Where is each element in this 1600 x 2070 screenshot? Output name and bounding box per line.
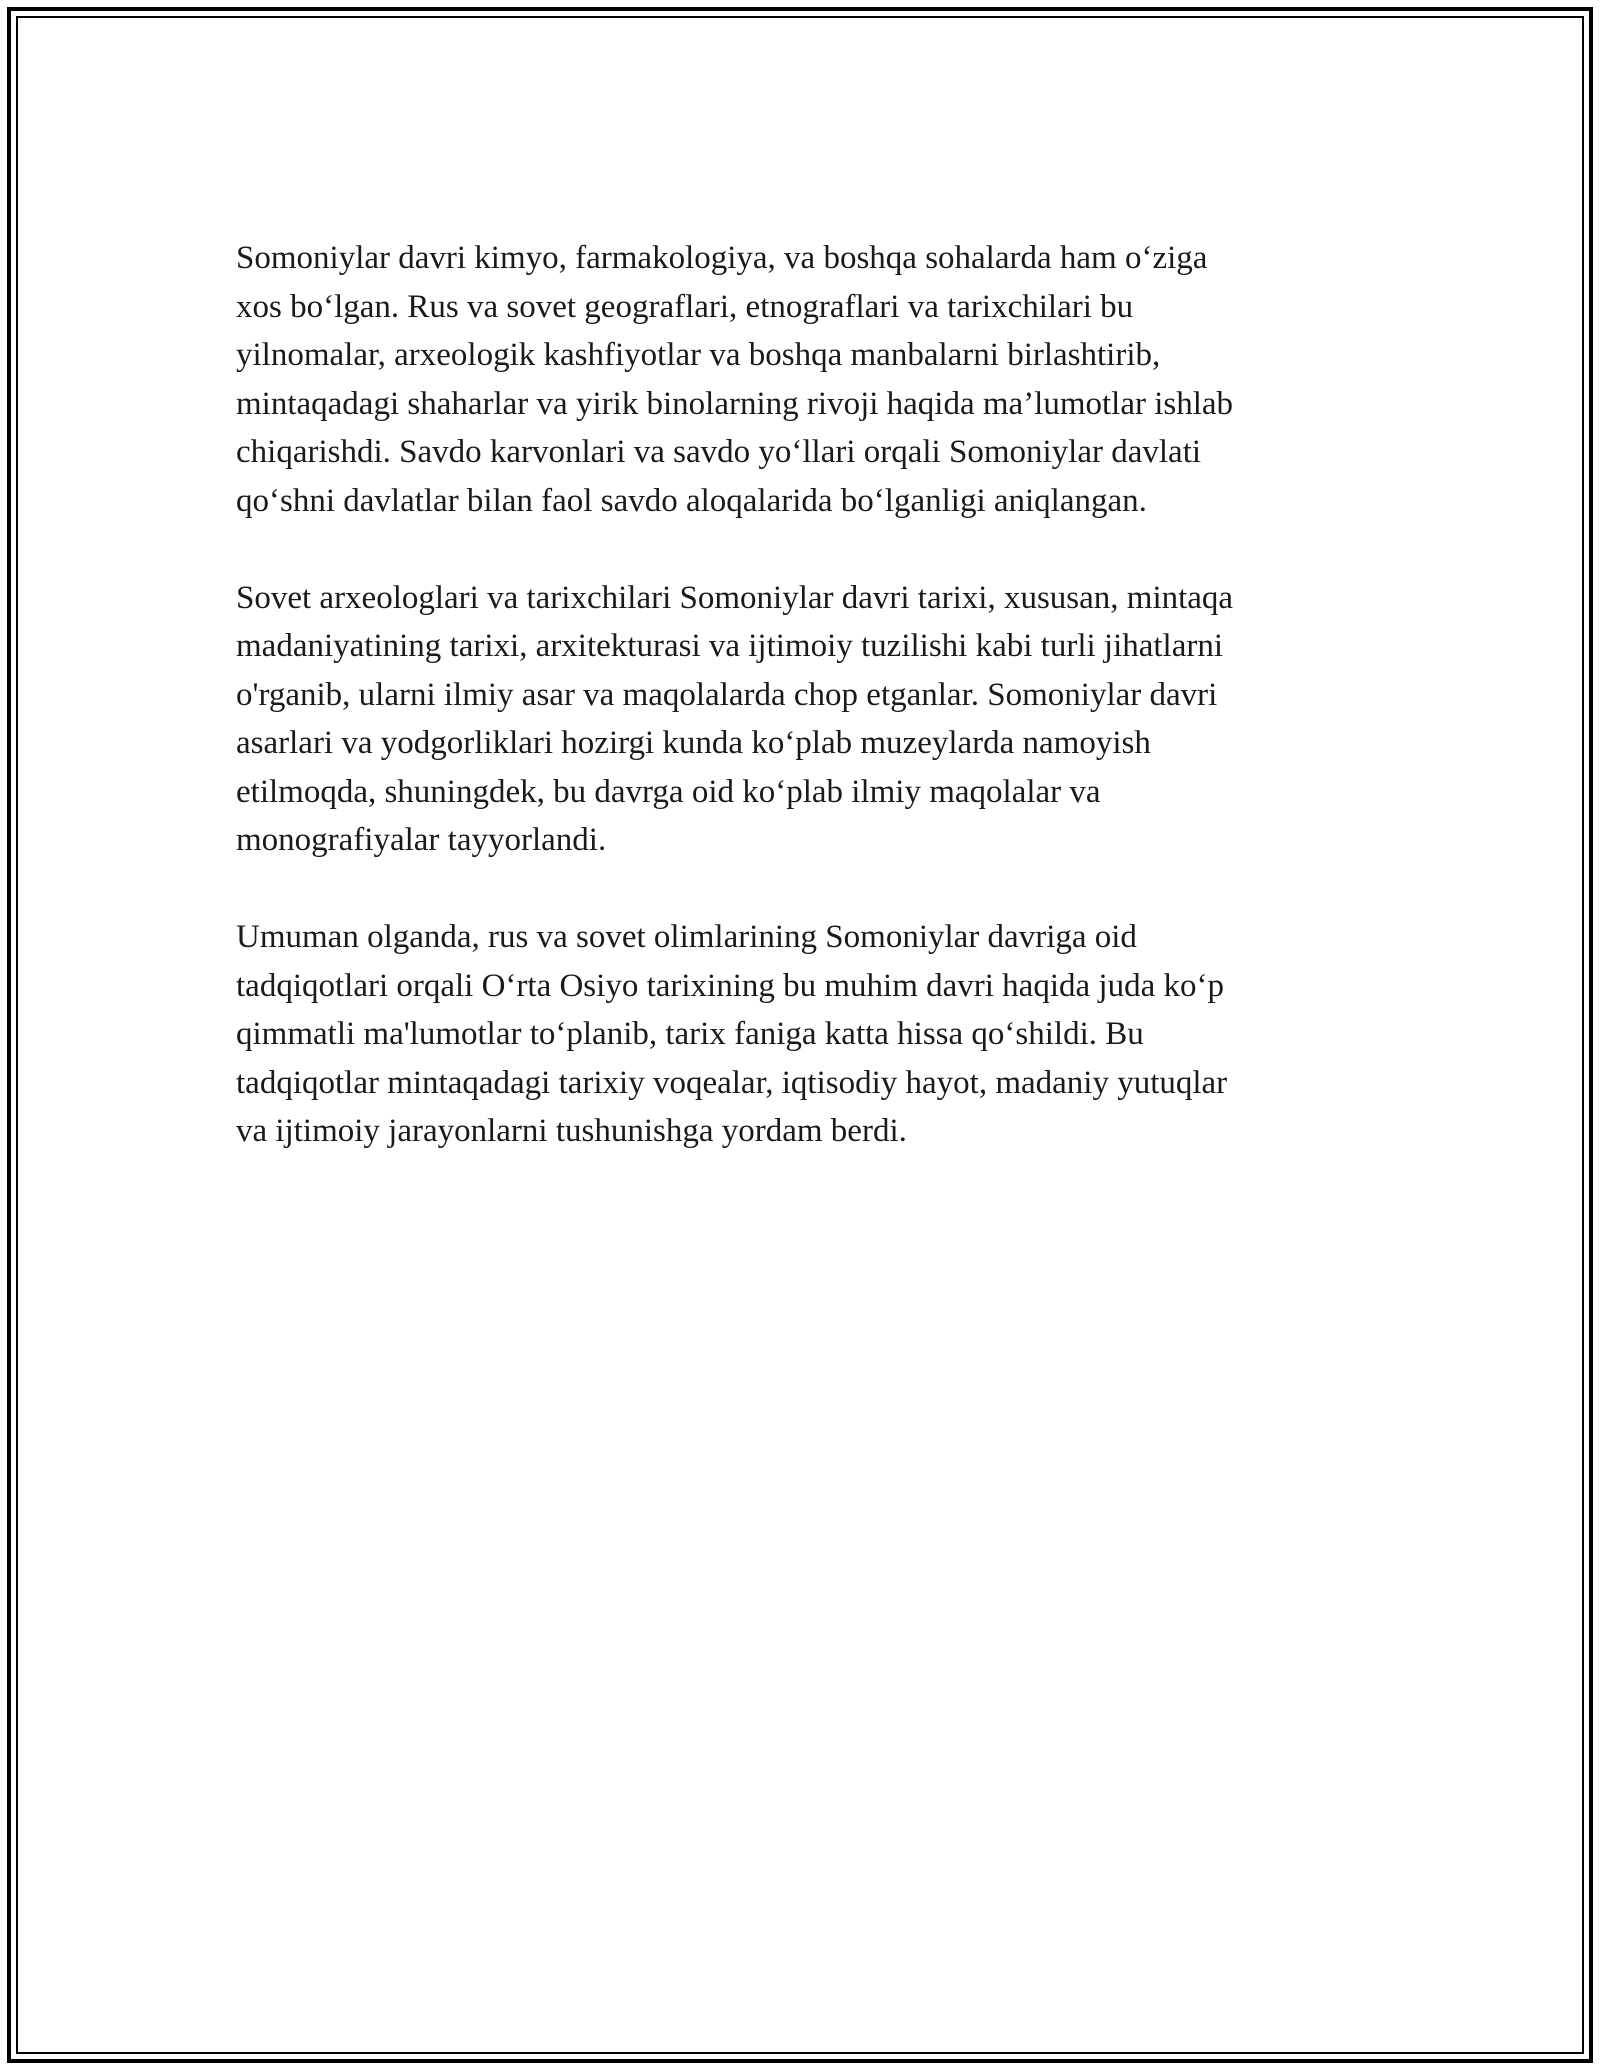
text-line: mintaqadagi shaharlar va yirik binolarning rivoji haqida ma’lumotlar ishlab (236, 385, 1234, 422)
text-line: qo‘shni davlatlar bilan faol savdo aloqalarida bo‘lganligi aniqlangan. (236, 482, 1147, 519)
text-line: monografiyalar tayyorlandi. (236, 822, 607, 858)
text-line: tadqiqotlar mintaqadagi tarixiy voqealar, iqtisodiy hayot, madaniy yutuqlar (236, 1064, 1228, 1101)
text-line: qimmatli ma'lumotlar to‘planib, tarix faniga katta hissa qo‘shildi. Bu (236, 1016, 1144, 1052)
paragraph (236, 574, 1356, 865)
text-line: Somoniylar davri kimyo, farmakologiya, va boshqa sohalarda ham o‘ziga (236, 240, 1208, 276)
text-line: yilnomalar, arxeologik kashfiyotlar va boshqa manbalarni birlashtirib, (236, 337, 1161, 373)
text-line: o'rganib, ularni ilmiy asar va maqolalarda chop etganlar. Somoniylar davri (236, 676, 1218, 713)
paragraph (236, 913, 1356, 1156)
document-body (236, 234, 1356, 1204)
text-line: Sovet arxeologlari va tarixchilari Somoniylar davri tarixi, xususan, mintaqa (236, 579, 1234, 616)
text-line: madaniyatining tarixi, arxitekturasi va ijtimoiy tuzilishi kabi turli jihatlarni (236, 628, 1224, 664)
text-line: xos bo‘lgan. Rus va sovet geograflari, etnograflari va tarixchilari bu (236, 288, 1134, 325)
text-line: va ijtimoiy jarayonlarni tushunishga yordam berdi. (236, 1113, 907, 1149)
text-line: asarlari va yodgorliklari hozirgi kunda ko‘plab muzeylarda namoyish (236, 725, 1151, 761)
text-line: Umuman olganda, rus va sovet olimlarining Somoniylar davriga oid (236, 919, 1137, 955)
text-line: tadqiqotlari orqali O‘rta Osiyo tarixining bu muhim davri haqida juda ko‘p (236, 967, 1224, 1004)
text-line: chiqarishdi. Savdo karvonlari va savdo yo‘llari orqali Somoniylar davlati (236, 434, 1202, 470)
paragraph (236, 234, 1356, 525)
text-line: etilmoqda, shuningdek, bu davrga oid ko‘plab ilmiy maqolalar va (236, 773, 1101, 810)
